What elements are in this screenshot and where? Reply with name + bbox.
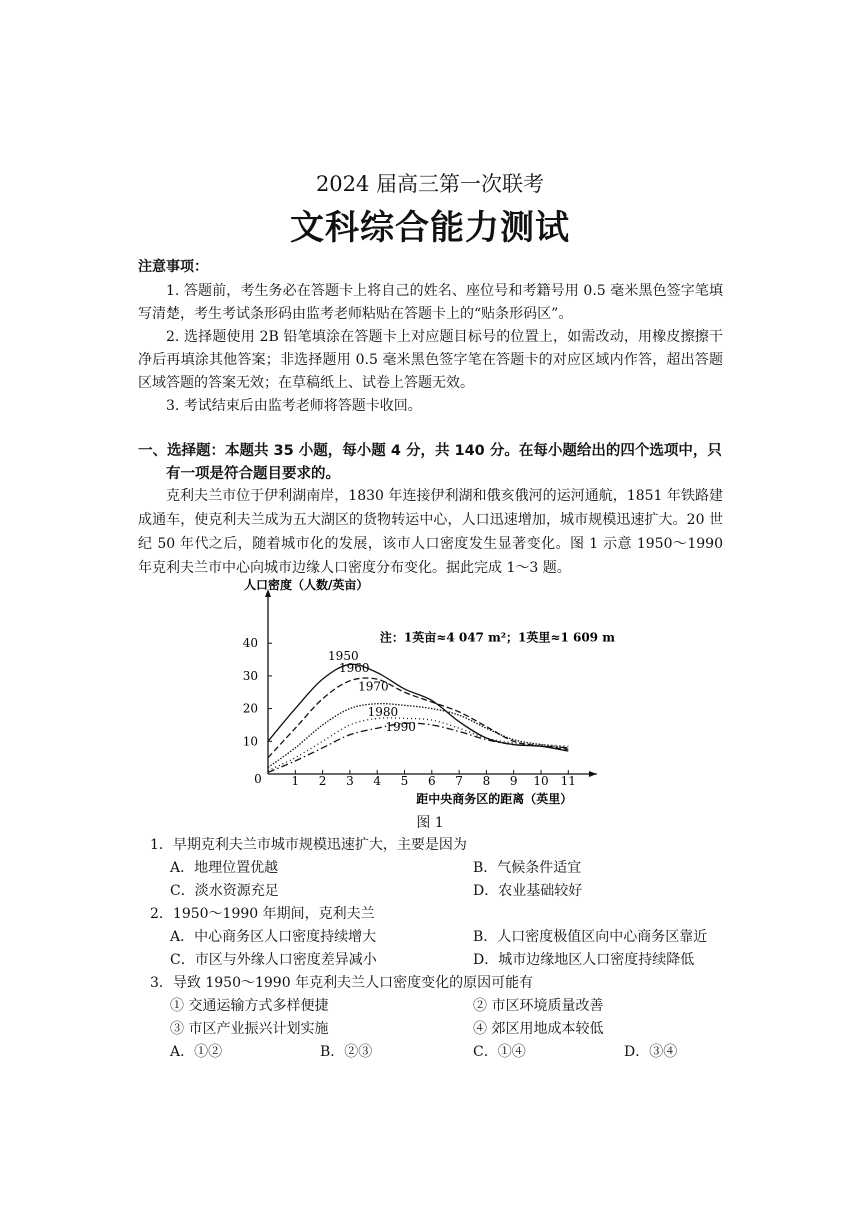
notice-item-3: 3. 考试结束后由监考老师将答题卡收回。 — [166, 398, 422, 414]
q2-option-b[interactable]: B．人口密度极值区向中心商务区靠近 — [473, 929, 708, 945]
section-heading-line1: 一、选择题：本题共 35 小题，每小题 4 分，共 140 分。在每小题给出的四个选项中，只 — [138, 443, 722, 459]
x-axis-arrow — [589, 771, 597, 777]
q3-option-a[interactable]: A．①② — [170, 1044, 223, 1060]
q2-option-c[interactable]: C．市区与外缘人口密度差异减小 — [170, 952, 377, 968]
x-tick-label: 8 — [482, 774, 491, 788]
question-3-stem: 3．导致 1950～1990 年克利夫兰人口密度变化的原因可能有 — [150, 975, 534, 991]
section-heading — [138, 440, 728, 486]
x-tick-label: 10 — [533, 774, 549, 788]
series-label-1960: 1960 — [338, 660, 370, 675]
figure-caption: 图 1 — [416, 815, 444, 831]
q1-option-b[interactable]: B．气候条件适宜 — [473, 860, 582, 876]
series-line-1990 — [268, 723, 568, 772]
q2-option-d[interactable]: D．城市边缘地区人口密度持续降低 — [473, 952, 695, 968]
y-tick-label: 10 — [242, 734, 258, 749]
y-tick-label: 30 — [242, 668, 258, 683]
y-tick-label: 40 — [242, 636, 258, 651]
x-tick-label: 5 — [400, 774, 409, 788]
q3-item-2: ② 市区环境质量改善 — [473, 998, 604, 1014]
series-label-1980: 1980 — [367, 704, 399, 719]
x-tick-label: 0 — [254, 772, 262, 786]
question-1-stem: 1．早期克利夫兰市城市规模迅速扩大，主要是因为 — [150, 837, 467, 853]
x-tick-label: 6 — [427, 774, 436, 788]
exam-subtitle: 2024 届高三第一次联考 — [315, 172, 545, 196]
question-2-stem: 2．1950～1990 年期间，克利夫兰 — [150, 906, 375, 922]
series-line-1970 — [268, 704, 568, 768]
notice-heading: 注意事项： — [138, 259, 208, 275]
reading-passage: 克利夫兰市位于伊利湖南岸，1830 年连接伊利湖和俄亥俄河的运河通航，1851 年铁路建成通车，使克利夫兰成为五大湖区的货物转运中心，人口迅速增加，城市规模迅速扩大。20 世纪 50 年代之后，随着城市化的发展，该市人口密度发生显著变化。图 1 示意 1950～1990 年克利夫兰市中心向城市边缘人口密度分布变化。据此完成 1～3 题。 — [138, 488, 723, 576]
x-tick-label: 9 — [509, 774, 518, 788]
q3-option-b[interactable]: B．②③ — [320, 1044, 373, 1060]
q3-option-c[interactable]: C．①④ — [473, 1044, 526, 1060]
section-heading-line2: 有一项是符合题目要求的。 — [166, 466, 340, 482]
q1-option-d[interactable]: D．农业基础较好 — [473, 883, 583, 899]
population-density-chart — [225, 575, 625, 810]
x-axis-label: 距中央商务区的距离（英里） — [416, 792, 573, 806]
x-tick-label: 11 — [560, 774, 576, 788]
x-tick-label: 1 — [291, 774, 300, 788]
x-tick-label: 2 — [318, 774, 327, 788]
series-label-1990: 1990 — [385, 719, 416, 734]
y-axis-label: 人口密度（人数/英亩） — [244, 578, 369, 592]
q3-item-4: ④ 郊区用地成本较低 — [473, 1021, 604, 1037]
x-tick-label: 3 — [346, 774, 354, 788]
series-label-1970: 1970 — [358, 679, 389, 694]
q3-option-d[interactable]: D．③④ — [624, 1044, 678, 1060]
chart-note: 注：1英亩≈4 047 m²；1英里≈1 609 m — [379, 630, 615, 645]
y-tick-label: 20 — [242, 701, 258, 716]
notice-item-2: 2. 选择题使用 2B 铅笔填涂在答题卡上对应题目标号的位置上，如需改动，用橡皮擦擦干净后再填涂其他答案；非选择题用 0.5 毫米黑色签字笔在答题卡的对应区域内作答，超出答题区域答题的答案无效；在草稿纸上、试卷上答题无效。 — [138, 329, 723, 391]
q3-item-3: ③ 市区产业振兴计划实施 — [170, 1021, 329, 1037]
series-label-1950: 1950 — [328, 649, 359, 664]
q3-item-1: ① 交通运输方式多样便捷 — [170, 998, 329, 1014]
q1-option-c[interactable]: C．淡水资源充足 — [170, 883, 279, 899]
q1-option-a[interactable]: A．地理位置优越 — [170, 860, 279, 876]
q2-option-a[interactable]: A．中心商务区人口密度持续增大 — [170, 929, 377, 945]
x-tick-label: 4 — [373, 774, 382, 788]
exam-title: 文科综合能力测试 — [290, 208, 570, 248]
x-tick-label: 7 — [455, 774, 463, 788]
notice-item-1: 1. 答题前，考生务必在答题卡上将自己的姓名、座位号和考籍号用 0.5 毫米黑色签字笔填写清楚，考生考试条形码由监考老师粘贴在答题卡上的“贴条形码区”。 — [138, 283, 723, 322]
